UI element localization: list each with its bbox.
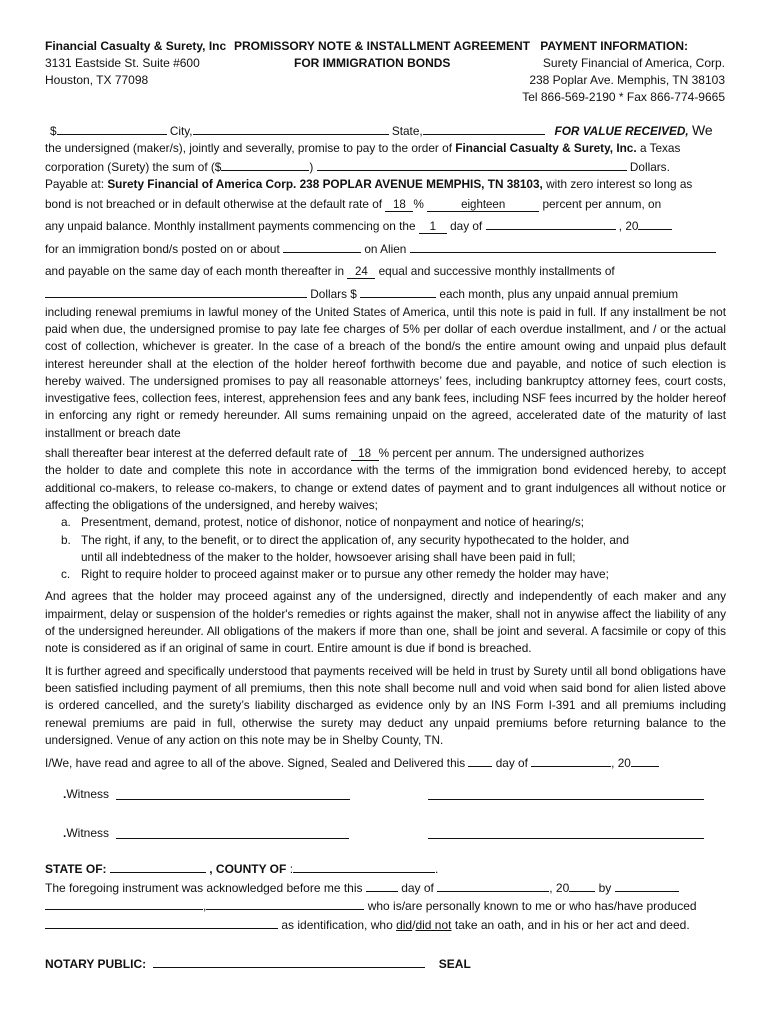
default-rate-field[interactable]: [385, 199, 413, 212]
installments-count-value: 24: [354, 266, 368, 279]
default-rate-words-field[interactable]: [427, 199, 539, 212]
waiver-mark: b.: [61, 532, 71, 547]
payment-info: [522, 38, 725, 106]
paragraph-trust: It is further agreed and specifically understood that payments received will be held in trust by Surety until all bond obligations have been satisfied including payment of all premiums, then this note shall become null and void when said bond for alien listed above is ordered cancelled, and the surety’s liability discharged as evidence only by an INS Form I-391 and all premiums including renewal premiums are paid in full, otherwise the surety may deduct any unpaid premiums before returning balance to the undersigned. Venue of any action on this note may be in Shelby County, TN.: [45, 663, 726, 747]
city-field[interactable]: [193, 122, 389, 135]
notary-section: [45, 860, 726, 974]
deferred-rate-tail: % percent per annum. The undersigned authorizes: [378, 446, 644, 461]
paragraph-holder-rights: And agrees that the holder may proceed against any of the undersigned, directly and independently of each maker and any impairment, delay or suspension of the holder's remedies or rights against the maker, shall not in anywise affect the liability of any of the undersigned hereunder. All obligations of the makers if more than one, shall be joint and several. A facsimile or copy of this note is considered as if an original of same in court. Entire amount is due if bond is breached.: [45, 589, 726, 656]
notary-public-label: NOTARY PUBLIC:: [45, 957, 147, 971]
signed-day-of-label: day of: [495, 756, 528, 771]
year-label: , 20: [618, 219, 639, 234]
commence-year-field[interactable]: [638, 217, 672, 230]
waiver-item: [45, 566, 726, 583]
default-rate-label: bond is not breached or in default otherwise at the default rate of: [45, 197, 383, 212]
for-value-received: FOR VALUE RECEIVED,: [554, 124, 689, 138]
waiver-mark: a.: [61, 515, 71, 530]
alien-label: on Alien: [364, 241, 407, 256]
period: .: [435, 862, 439, 876]
ack-by-field[interactable]: [615, 879, 679, 892]
signer-2-name-field[interactable]: [206, 897, 364, 910]
oath-label: take an oath, and in his or her act and deed.: [454, 917, 690, 932]
installment-commence-label: any unpaid balance. Monthly installment payments commencing on the: [45, 219, 416, 234]
payee-name: Financial Casualty & Surety, Inc.: [455, 141, 637, 156]
waiver-text: Right to require holder to proceed against maker or to pursue any other remedy the holder may have;: [81, 567, 609, 582]
commence-day-value: 1: [429, 221, 436, 234]
payment-info-address: 238 Poplar Ave. Memphis, TN 38103: [529, 73, 725, 87]
acknowledged-label: The foregoing instrument was acknowledged before me this: [45, 880, 363, 895]
document-title: [234, 38, 534, 72]
ack-day-field[interactable]: [366, 879, 398, 892]
paragraph-late-fees: including renewal premiums in lawful money of the United States of America, until this note is paid in full. If any installment be not paid when due, the undersigned promise to pay late fee charges of 5% per dollar of each overdue installment, and / or the actual cost of collection, whichever is greater. In the case of a breach of the bond/s the entire amount owing and unpaid plus default interest hereunder shall at the election of the holder hereof forthwith become due and payable, and notice of such election is hereby waived. The undersigned promises to pay all reasonable attorneys’ fees, including bankruptcy attorney fees, court costs, investigative fees, collection fees, interest, apprehension fees and any bank fees, including NSF fees incurred by the holder hereof in enforcing any right or remedy hereunder. All sums remaining unpaid on the agreed, accelerated date of the maturity of last installment or breach date: [45, 304, 726, 440]
company-address-2: Houston, TX 77098: [45, 73, 149, 87]
did-option[interactable]: did: [396, 917, 413, 932]
company-name: Financial Casualty & Surety, Inc: [45, 39, 227, 53]
maker-1-signature[interactable]: [428, 787, 704, 800]
waiver-text: The right, if any, to the benefit, or to direct the application of, any security hypothecated to the holder, and: [81, 532, 630, 547]
installment-amount-field[interactable]: [360, 285, 436, 298]
identification-field[interactable]: [45, 916, 278, 929]
city-label: City,: [169, 124, 193, 138]
installment-words-field[interactable]: [45, 285, 307, 298]
ack-year-label: , 20: [549, 880, 570, 895]
notary-county-field[interactable]: [293, 860, 435, 873]
annual-premium-label: each month, plus any unpaid annual premium: [439, 287, 679, 302]
signed-month-field[interactable]: [531, 754, 611, 767]
default-rate-value: 18: [392, 199, 406, 212]
county-of-label: , COUNTY OF: [209, 862, 287, 876]
note-body: [45, 122, 726, 772]
percent-sign: %: [413, 197, 424, 212]
identification-label: as identification, who: [281, 917, 393, 932]
paren-close: ): [309, 159, 314, 174]
deferred-rate-value: 18: [358, 448, 371, 461]
per-annum-label: percent per annum, on: [542, 197, 662, 212]
title-line-1: PROMISSORY NOTE & INSTALLMENT AGREEMENT: [234, 39, 531, 53]
installments-count-field[interactable]: [347, 266, 375, 279]
comma: ,: [203, 899, 207, 913]
payment-info-phone: Tel 866-569-2190 * Fax 866-774-9665: [522, 90, 725, 104]
interest-clause: with zero interest so long as: [546, 176, 693, 191]
waiver-mark: c.: [61, 567, 71, 582]
company-address-1: 3131 Eastside St. Suite #600: [45, 56, 200, 70]
seal-label: SEAL: [438, 957, 471, 971]
personally-known-label: who is/are personally known to me or who has/have produced: [367, 899, 697, 913]
state-of-label: STATE OF:: [45, 862, 107, 876]
witness-label: Witness: [66, 787, 110, 801]
ack-year-field[interactable]: [569, 879, 595, 892]
commence-day-field[interactable]: [419, 221, 447, 234]
witness-2-signature[interactable]: [116, 826, 349, 839]
waiver-item: [45, 532, 726, 549]
payment-info-heading: PAYMENT INFORMATION:: [540, 39, 688, 53]
bond-date-field[interactable]: [283, 240, 361, 253]
payable-monthly-label: and payable on the same day of each month thereafter in: [45, 264, 345, 279]
waiver-text: until all indebtedness of the maker to the holder, howsoever arising shall have been paid in full;: [81, 549, 576, 564]
sum-numeric-field[interactable]: [221, 158, 309, 171]
witness-label: Witness: [66, 826, 110, 840]
dollars-label: Dollars.: [629, 159, 670, 174]
paragraph-authorization: the holder to date and complete this note in accordance with the terms of the immigration bond evidenced hereby, to accept additional co-makers, to release co-makers, to change or extend dates of payment and to grant indulgences all without notice or affecting the obligations of the undersigned, and hereby waives;: [45, 463, 726, 512]
day-of-label: day of: [450, 219, 483, 234]
we-text: We: [691, 122, 713, 138]
did-not-option[interactable]: did not: [415, 917, 452, 932]
deferred-rate-label: shall thereafter bear interest at the deferred default rate of: [45, 446, 348, 461]
body-line-2: the undersigned (maker/s), jointly and severally, promise to pay to the order of: [45, 141, 452, 156]
installments-of-label: equal and successive monthly installments of: [378, 264, 615, 279]
commence-month-field[interactable]: [486, 217, 616, 230]
ack-day-of-label: day of: [401, 880, 434, 895]
payee-type: a Texas: [639, 141, 681, 156]
deferred-rate-field[interactable]: [351, 448, 379, 461]
dollar-sign: $: [50, 124, 57, 138]
waiver-text: Presentment, demand, protest, notice of dishonor, notice of nonpayment and notice of hearing/s;: [81, 515, 584, 530]
sum-words-field[interactable]: [317, 158, 627, 171]
payable-at-label: Payable at:: [45, 176, 105, 191]
waiver-item: [45, 549, 726, 566]
signed-sealed-label: I/We, have read and agree to all of the above. Signed, Sealed and Delivered this: [45, 756, 466, 771]
slash: /: [412, 917, 416, 932]
ack-by-label: by: [598, 880, 612, 895]
colon: :: [289, 862, 294, 876]
maker-2-signature[interactable]: [428, 826, 704, 839]
payable-at-address: Surety Financial of America Corp. 238 POPLAR AVENUE MEMPHIS, TN 38103,: [107, 176, 543, 191]
state-field[interactable]: [423, 122, 545, 135]
bullet: .: [63, 787, 67, 801]
signed-day-field[interactable]: [468, 754, 492, 767]
sum-label: corporation (Surety) the sum of ($: [45, 159, 222, 174]
installment-dollars-label: Dollars $: [310, 287, 357, 302]
waiver-item: [45, 514, 726, 531]
amount-field[interactable]: [57, 122, 167, 135]
payment-info-company: Surety Financial of America, Corp.: [542, 56, 725, 70]
notary-signature-field[interactable]: [153, 955, 425, 968]
witness-1-signature[interactable]: [116, 787, 350, 800]
signed-year-field[interactable]: [631, 754, 659, 767]
state-label: State,: [391, 124, 423, 138]
notary-state-field[interactable]: [110, 860, 206, 873]
bullet: .: [63, 826, 67, 840]
title-line-2: FOR IMMIGRATION BONDS: [294, 56, 451, 70]
bond-posted-label: for an immigration bond/s posted on or about: [45, 241, 280, 256]
alien-name-field[interactable]: [410, 240, 716, 253]
header-left: [45, 38, 226, 89]
ack-month-field[interactable]: [437, 879, 549, 892]
signed-year-label: , 20: [611, 756, 631, 771]
signer-1-name-field[interactable]: [45, 897, 203, 910]
default-rate-words-value: eighteen: [461, 199, 506, 212]
